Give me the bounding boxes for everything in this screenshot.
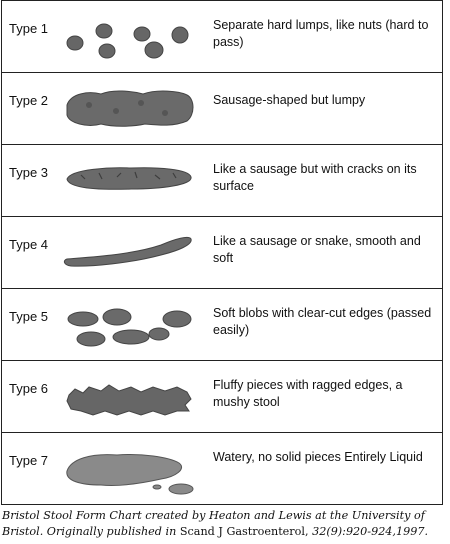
type-label: Type 3 [9, 165, 49, 180]
type-row [1, 432, 442, 505]
type-label: Type 1 [9, 21, 49, 36]
type-row [1, 0, 442, 72]
type-row [1, 360, 442, 432]
chart-caption [2, 508, 448, 540]
type-4-illustration [61, 217, 201, 289]
caption-citation: 32(9):920-924,1997. [308, 525, 429, 538]
type-3-illustration [61, 145, 201, 217]
type-7-illustration [61, 433, 201, 505]
chart-right-border [442, 0, 443, 505]
caption-text: Bristol Stool Form Chart created by Heaton and Lewis at the University of Bristol. Originally published in [2, 509, 425, 538]
type-description: Soft blobs with clear-cut edges (passed easily) [213, 306, 432, 337]
type-row [1, 216, 442, 288]
type-label: Type 6 [9, 381, 49, 396]
type-row [1, 144, 442, 216]
type-description: Separate hard lumps, like nuts (hard to pass) [213, 18, 429, 49]
type-label: Type 2 [9, 93, 49, 108]
type-row [1, 72, 442, 144]
type-label: Type 4 [9, 237, 49, 252]
type-6-illustration [61, 361, 201, 433]
type-row [1, 288, 442, 360]
type-description: Sausage-shaped but lumpy [213, 93, 366, 107]
type-2-illustration [61, 73, 201, 145]
type-label: Type 5 [9, 309, 49, 324]
type-description: Like a sausage or snake, smooth and soft [213, 234, 421, 265]
type-1-illustration [61, 1, 201, 73]
type-5-illustration [61, 289, 201, 361]
type-description: Fluffy pieces with ragged edges, a mushy stool [213, 378, 403, 409]
caption-journal: Scand J Gastroenterol, [179, 525, 309, 538]
type-description: Like a sausage but with cracks on its surface [213, 162, 417, 193]
type-description: Watery, no solid pieces Entirely Liquid [213, 450, 423, 464]
type-label: Type 7 [9, 453, 49, 468]
